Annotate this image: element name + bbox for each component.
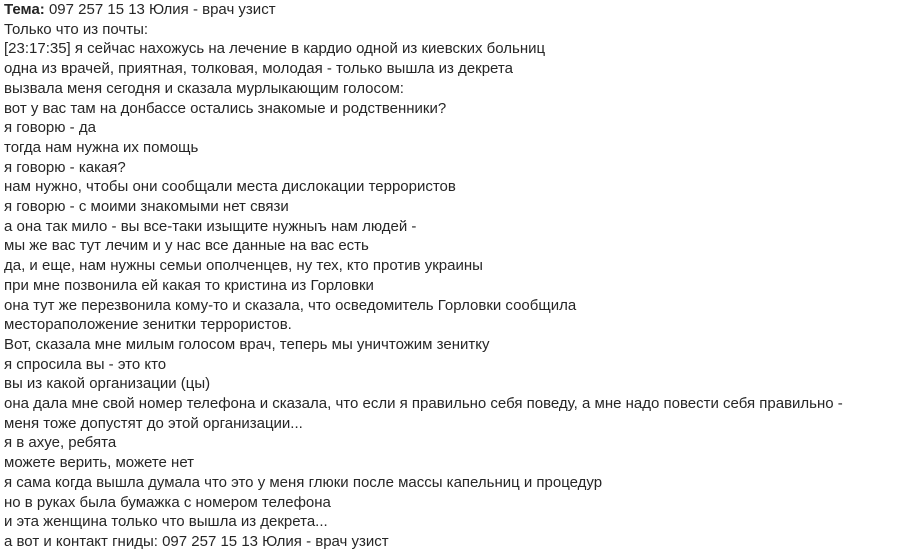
message-line: Только что из почты:: [4, 20, 149, 38]
message-line: вызвала меня сегодня и сказала мурлыкающим голосом:: [4, 79, 404, 97]
message-lines: [4, 20, 894, 552]
message-line: одна из врачей, приятная, толковая, молодая - только вышла из декрета: [4, 60, 513, 78]
message-line: мы же вас тут лечим и у нас все данные на вас есть: [4, 237, 369, 255]
message-line: вот у вас там на донбассе остались знакомые и родственники?: [4, 99, 447, 117]
message-line: она дала мне свой номер телефона и сказала, что если я правильно себя поведу, а мне надо повести себя правильно -: [4, 395, 843, 413]
message-line: она тут же перезвонила кому-то и сказала, что осведомитель Горловки сообщила: [4, 296, 577, 314]
message-line: а вот и контакт гниды: 097 257 15 13 Юлия - врач узист: [4, 532, 389, 550]
message-line: местораположение зенитки террористов.: [4, 316, 292, 334]
message-line: но в руках была бумажка с номером телефона: [4, 493, 331, 511]
message-line: я говорю - да: [4, 119, 96, 137]
message-line: тогда нам нужна их помощь: [4, 138, 199, 156]
message-line: меня тоже допустят до этой организации...: [4, 414, 303, 432]
subject-label: Тема:: [4, 1, 45, 18]
message-line: вы из какой организации (цы): [4, 375, 211, 393]
message-line: нам нужно, чтобы они сообщали места дислокации террористов: [4, 178, 456, 196]
message-line: я говорю - какая?: [4, 158, 126, 176]
subject-line: [4, 0, 894, 20]
message-line: Вот, сказала мне милым голосом врач, теперь мы уничтожим зенитку: [4, 335, 490, 353]
subject-text: 097 257 15 13 Юлия - врач узист: [48, 1, 276, 18]
message-line: [23:17:35] я сейчас нахожусь на лечение в кардио одной из киевских больниц: [4, 40, 546, 58]
message-line: я спросила вы - это кто: [4, 355, 167, 373]
message-line: да, и еще, нам нужны семьи ополченцев, ну тех, кто против украины: [4, 257, 483, 275]
message-line: и эта женщина только что вышла из декрета...: [4, 513, 328, 531]
message-line: можете верить, можете нет: [4, 454, 195, 472]
message-line: я говорю - с моими знакомыми нет связи: [4, 198, 289, 216]
message-line: при мне позвонила ей какая то кристина из Горловки: [4, 276, 374, 294]
message-line: я сама когда вышла думала что это у меня глюки после массы капельниц и процедур: [4, 473, 603, 491]
message-line: а она так мило - вы все-таки изыщите нужныъ нам людей -: [4, 217, 417, 235]
message-line: я в ахуе, ребята: [4, 434, 117, 452]
